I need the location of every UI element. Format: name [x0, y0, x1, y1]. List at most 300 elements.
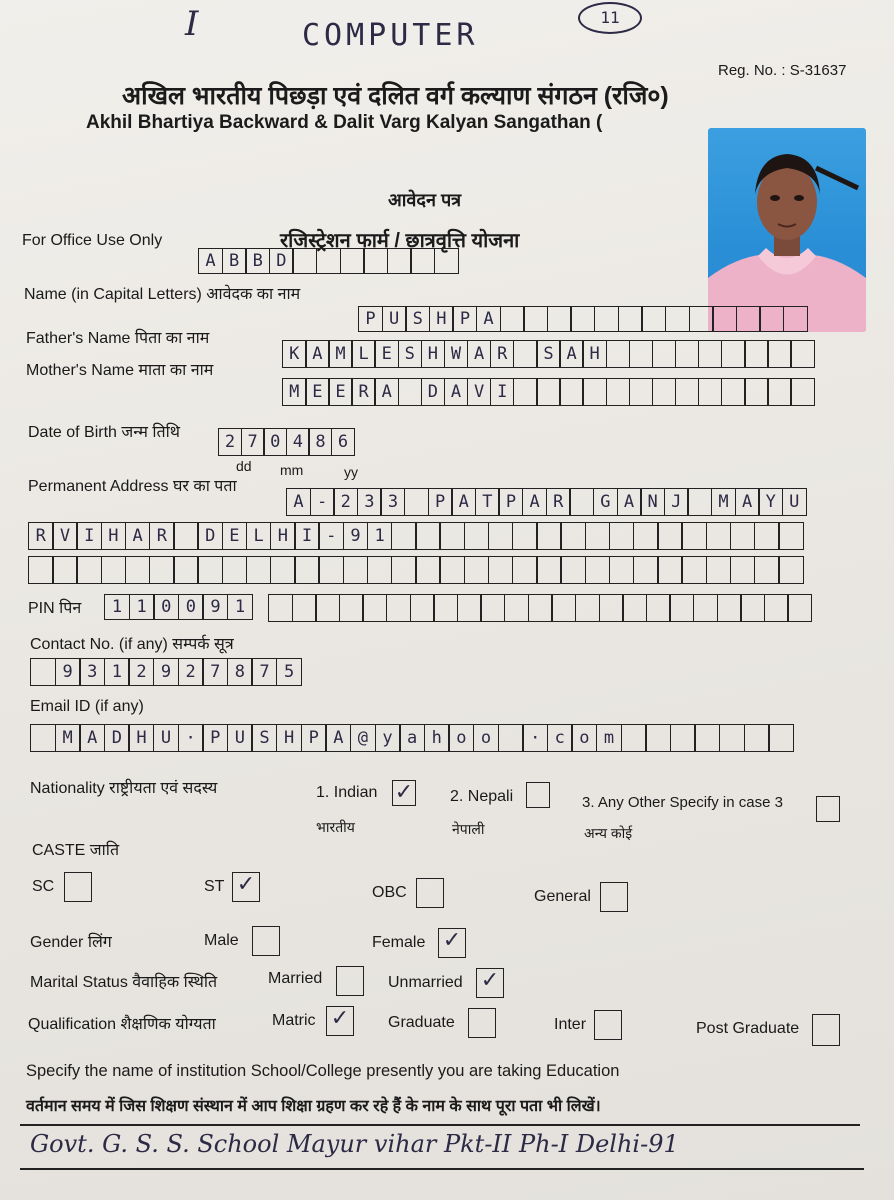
addr2-char-box[interactable] — [415, 522, 441, 550]
addr2-char-box[interactable]: I — [76, 522, 102, 550]
addr3-char-box[interactable] — [609, 556, 635, 584]
addr2-char-box[interactable]: E — [222, 522, 248, 550]
pin-tail-char-box[interactable] — [717, 594, 742, 622]
qualification-graduate-label: Graduate — [388, 1014, 455, 1031]
addr3-char-box[interactable] — [730, 556, 756, 584]
addr3-char-box[interactable] — [270, 556, 296, 584]
org-name-hindi: अखिल भारतीय पिछड़ा एवं दलित वर्ग कल्याण संगठन (रजि०) — [122, 82, 669, 110]
father-char-box[interactable]: L — [351, 340, 376, 368]
addr2-char-box[interactable] — [778, 522, 804, 550]
addr1-char-box[interactable]: M — [711, 488, 736, 516]
pin-tail-char-box[interactable] — [268, 594, 293, 622]
dob-char-box[interactable]: 7 — [241, 428, 265, 456]
mother-char-box[interactable] — [582, 378, 607, 406]
mother-name-boxes[interactable] — [282, 378, 814, 406]
addr3-char-box[interactable] — [754, 556, 780, 584]
email-char-box[interactable] — [768, 724, 794, 752]
dob-mm-hint: mm — [280, 462, 304, 478]
name-char-box[interactable]: P — [452, 306, 477, 332]
office-char-box[interactable] — [340, 248, 365, 274]
pin-tail-char-box[interactable] — [528, 594, 553, 622]
father-char-box[interactable]: K — [282, 340, 307, 368]
father-char-box[interactable] — [790, 340, 815, 368]
office-use-label: For Office Use Only — [22, 232, 163, 249]
addr3-char-box[interactable] — [657, 556, 683, 584]
pin-tail-char-box[interactable] — [339, 594, 364, 622]
addr2-char-box[interactable]: H — [101, 522, 127, 550]
email-char-box[interactable]: o — [571, 724, 597, 752]
addr2-char-box[interactable]: R — [149, 522, 175, 550]
email-char-box[interactable]: A — [325, 724, 351, 752]
name-char-box[interactable] — [665, 306, 690, 332]
email-char-box[interactable]: H — [276, 724, 302, 752]
father-char-box[interactable] — [744, 340, 769, 368]
mother-char-box[interactable] — [675, 378, 700, 406]
addr1-char-box[interactable]: 3 — [380, 488, 405, 516]
addr2-char-box[interactable]: R — [28, 522, 54, 550]
addr1-char-box[interactable]: 2 — [333, 488, 358, 516]
name-char-box[interactable] — [547, 306, 572, 332]
name-label: Name (in Capital Letters) आवेदक का नाम — [24, 286, 301, 303]
email-char-box[interactable]: m — [596, 724, 622, 752]
pin-tail-char-box[interactable] — [480, 594, 505, 622]
email-char-box[interactable] — [645, 724, 671, 752]
name-char-box[interactable] — [570, 306, 595, 332]
addr1-char-box[interactable] — [404, 488, 429, 516]
qualification-inter-label: Inter — [554, 1016, 587, 1033]
pin-tail-char-box[interactable] — [669, 594, 694, 622]
email-char-box[interactable]: U — [153, 724, 179, 752]
nationality-nepali-hindi: नेपाली — [452, 821, 485, 837]
addr3-char-box[interactable] — [778, 556, 804, 584]
name-char-box[interactable]: S — [405, 306, 430, 332]
mother-char-box[interactable] — [559, 378, 584, 406]
mother-char-box[interactable]: M — [282, 378, 307, 406]
dob-char-box[interactable]: 2 — [218, 428, 242, 456]
mother-char-box[interactable] — [652, 378, 677, 406]
addr3-char-box[interactable] — [488, 556, 514, 584]
father-char-box[interactable]: M — [328, 340, 353, 368]
addr3-char-box[interactable] — [560, 556, 586, 584]
pin-char-box[interactable]: 0 — [153, 594, 179, 620]
email-char-box[interactable]: H — [128, 724, 154, 752]
pin-tail-char-box[interactable] — [386, 594, 411, 622]
addr2-char-box[interactable]: V — [52, 522, 78, 550]
addr3-char-box[interactable] — [173, 556, 199, 584]
name-char-box[interactable] — [689, 306, 714, 332]
email-char-box[interactable]: o — [448, 724, 474, 752]
pin-tail-char-box[interactable] — [575, 594, 600, 622]
marital-married-checkbox[interactable] — [336, 966, 364, 996]
name-char-box[interactable]: P — [358, 306, 383, 332]
addr3-char-box[interactable] — [125, 556, 151, 584]
name-char-box[interactable] — [594, 306, 619, 332]
office-char-box[interactable] — [410, 248, 435, 274]
addr2-char-box[interactable] — [391, 522, 417, 550]
corner-mark: I — [185, 4, 199, 44]
name-char-box[interactable]: H — [429, 306, 454, 332]
caste-general-label: General — [534, 888, 591, 905]
addr1-char-box[interactable]: A — [286, 488, 311, 516]
nationality-indian-hindi: भारतीय — [316, 819, 355, 835]
email-char-box[interactable]: U — [227, 724, 253, 752]
nationality-nepali-label: 2. Nepali — [450, 788, 514, 805]
pin-tail-char-box[interactable] — [504, 594, 529, 622]
nationality-nepali-checkbox[interactable] — [526, 782, 550, 808]
mother-char-box[interactable] — [767, 378, 792, 406]
office-use-boxes[interactable] — [198, 248, 458, 274]
name-char-box[interactable] — [783, 306, 808, 332]
name-char-box[interactable] — [736, 306, 761, 332]
email-boxes[interactable] — [30, 724, 793, 752]
father-name-boxes[interactable] — [282, 340, 814, 368]
office-char-box[interactable] — [316, 248, 341, 274]
institution-bottom-rule — [20, 1168, 864, 1170]
dob-char-box[interactable]: 6 — [331, 428, 355, 456]
addr3-char-box[interactable] — [706, 556, 732, 584]
email-char-box[interactable]: o — [473, 724, 499, 752]
pin-tail-char-box[interactable] — [292, 594, 317, 622]
circled-number-text: 11 — [600, 8, 620, 27]
addr1-char-box[interactable]: P — [428, 488, 453, 516]
father-char-box[interactable] — [513, 340, 538, 368]
addr2-char-box[interactable]: D — [197, 522, 223, 550]
father-char-box[interactable]: H — [582, 340, 607, 368]
addr1-char-box[interactable]: G — [593, 488, 618, 516]
pin-tail-char-box[interactable] — [764, 594, 789, 622]
father-char-box[interactable] — [698, 340, 723, 368]
email-char-box[interactable]: · — [522, 724, 548, 752]
contact-char-box[interactable] — [30, 658, 56, 686]
contact-char-box[interactable]: 2 — [178, 658, 204, 686]
name-char-box[interactable] — [618, 306, 643, 332]
pin-tail-char-box[interactable] — [599, 594, 624, 622]
addr3-char-box[interactable] — [197, 556, 223, 584]
email-char-box[interactable]: @ — [350, 724, 376, 752]
email-char-box[interactable]: M — [55, 724, 81, 752]
email-char-box[interactable]: h — [424, 724, 450, 752]
form-subtitle-hindi: रजिस्ट्रेशन फार्म / छात्रवृत्ति योजना — [280, 230, 520, 252]
contact-char-box[interactable]: 9 — [55, 658, 81, 686]
nationality-indian-checkbox[interactable]: ✓ — [392, 780, 416, 806]
father-char-box[interactable] — [629, 340, 654, 368]
addr3-char-box[interactable] — [464, 556, 490, 584]
father-char-box[interactable] — [767, 340, 792, 368]
addr2-char-box[interactable] — [754, 522, 780, 550]
addr3-char-box[interactable] — [149, 556, 175, 584]
addr1-char-box[interactable]: - — [310, 488, 335, 516]
addr2-char-box[interactable] — [560, 522, 586, 550]
mother-char-box[interactable] — [790, 378, 815, 406]
contact-char-box[interactable]: 8 — [227, 658, 253, 686]
dob-char-box[interactable]: 4 — [286, 428, 310, 456]
name-char-box[interactable] — [759, 306, 784, 332]
contact-char-box[interactable]: 7 — [202, 658, 228, 686]
email-char-box[interactable] — [744, 724, 770, 752]
addr2-char-box[interactable] — [730, 522, 756, 550]
email-char-box[interactable] — [498, 724, 524, 752]
addr1-char-box[interactable] — [687, 488, 712, 516]
addr2-char-box[interactable]: 9 — [343, 522, 369, 550]
office-char-box[interactable] — [363, 248, 388, 274]
email-char-box[interactable] — [621, 724, 647, 752]
name-char-box[interactable] — [500, 306, 525, 332]
email-char-box[interactable]: y — [375, 724, 401, 752]
father-char-box[interactable] — [606, 340, 631, 368]
caste-sc-checkbox[interactable] — [64, 872, 92, 902]
pin-char-box[interactable]: 1 — [129, 594, 155, 620]
contact-char-box[interactable]: 9 — [153, 658, 179, 686]
caste-obc-checkbox[interactable] — [416, 878, 444, 908]
addr1-char-box[interactable]: R — [546, 488, 571, 516]
qualification-matric-checkbox[interactable]: ✓ — [326, 1006, 354, 1036]
addr3-char-box[interactable] — [439, 556, 465, 584]
gender-male-label: Male — [204, 932, 239, 949]
pin-boxes[interactable] — [104, 594, 252, 620]
name-char-box[interactable]: A — [476, 306, 501, 332]
contact-boxes[interactable] — [30, 658, 301, 686]
addr3-char-box[interactable] — [633, 556, 659, 584]
contact-char-box[interactable]: 3 — [79, 658, 105, 686]
caste-st-checkbox[interactable]: ✓ — [232, 872, 260, 902]
email-char-box[interactable] — [694, 724, 720, 752]
dob-yy-hint: yy — [344, 464, 358, 480]
qualification-pg-label: Post Graduate — [696, 1020, 800, 1037]
email-char-box[interactable]: · — [178, 724, 204, 752]
addr1-char-box[interactable]: U — [782, 488, 807, 516]
caste-st-label: ST — [204, 878, 225, 895]
addr1-char-box[interactable]: J — [664, 488, 689, 516]
dob-boxes[interactable] — [218, 428, 354, 456]
qualification-inter-checkbox[interactable] — [594, 1010, 622, 1040]
addr2-char-box[interactable]: A — [125, 522, 151, 550]
mother-char-box[interactable] — [698, 378, 723, 406]
addr3-char-box[interactable] — [294, 556, 320, 584]
pin-tail-char-box[interactable] — [646, 594, 671, 622]
applicant-photo — [708, 128, 866, 332]
reg-number: Reg. No. : S-31637 — [718, 62, 847, 79]
dob-char-box[interactable]: 0 — [263, 428, 287, 456]
nationality-other-label: 3. Any Other Specify in case 3 — [582, 794, 783, 811]
pin-tail-char-box[interactable] — [362, 594, 387, 622]
pin-char-box[interactable]: 9 — [202, 594, 228, 620]
addr1-char-box[interactable]: A — [451, 488, 476, 516]
gender-male-checkbox[interactable] — [252, 926, 280, 956]
address-label: Permanent Address घर का पता — [28, 478, 237, 495]
addr2-char-box[interactable] — [585, 522, 611, 550]
contact-char-box[interactable]: 5 — [276, 658, 302, 686]
caste-general-checkbox[interactable] — [600, 882, 628, 912]
mother-char-box[interactable]: E — [328, 378, 353, 406]
addr2-char-box[interactable] — [488, 522, 514, 550]
email-char-box[interactable]: P — [202, 724, 228, 752]
addr2-char-box[interactable]: I — [294, 522, 320, 550]
office-char-box[interactable] — [434, 248, 459, 274]
father-char-box[interactable]: H — [421, 340, 446, 368]
father-char-box[interactable]: A — [559, 340, 584, 368]
nationality-other-checkbox[interactable] — [816, 796, 840, 822]
qualification-pg-checkbox[interactable] — [812, 1014, 840, 1046]
mother-char-box[interactable] — [536, 378, 561, 406]
addr2-char-box[interactable] — [439, 522, 465, 550]
nationality-label: Nationality राष्ट्रीयता एवं सदस्य — [30, 780, 218, 797]
addr2-char-box[interactable] — [464, 522, 490, 550]
marital-married-label: Married — [268, 970, 323, 987]
address-line1-boxes[interactable] — [286, 488, 805, 516]
father-char-box[interactable]: A — [467, 340, 492, 368]
father-char-box[interactable]: E — [374, 340, 399, 368]
email-char-box[interactable] — [30, 724, 56, 752]
contact-char-box[interactable]: 2 — [128, 658, 154, 686]
mother-char-box[interactable] — [513, 378, 538, 406]
gender-female-checkbox[interactable]: ✓ — [438, 928, 466, 958]
pin-tail-char-box[interactable] — [693, 594, 718, 622]
institution-prompt-english: Specify the name of institution School/College presently you are taking Education — [26, 1062, 620, 1080]
office-char-box[interactable] — [387, 248, 412, 274]
email-char-box[interactable] — [670, 724, 696, 752]
addr3-char-box[interactable] — [222, 556, 248, 584]
name-char-box[interactable] — [641, 306, 666, 332]
father-char-box[interactable]: R — [490, 340, 515, 368]
addr2-char-box[interactable] — [609, 522, 635, 550]
pin-tail-char-box[interactable] — [622, 594, 647, 622]
email-char-box[interactable]: D — [104, 724, 130, 752]
name-boxes[interactable] — [358, 306, 807, 332]
email-char-box[interactable]: c — [547, 724, 573, 752]
form-title-hindi: आवेदन पत्र — [388, 190, 462, 210]
father-char-box[interactable] — [721, 340, 746, 368]
addr3-char-box[interactable] — [536, 556, 562, 584]
addr2-char-box[interactable]: L — [246, 522, 272, 550]
mother-char-box[interactable]: I — [490, 378, 515, 406]
mother-char-box[interactable]: V — [467, 378, 492, 406]
qualification-graduate-checkbox[interactable] — [468, 1008, 496, 1038]
email-char-box[interactable]: A — [79, 724, 105, 752]
office-char-box[interactable]: B — [222, 248, 247, 274]
name-char-box[interactable]: U — [382, 306, 407, 332]
pin-tail-char-box[interactable] — [740, 594, 765, 622]
pin-char-box[interactable]: 1 — [104, 594, 130, 620]
addr3-char-box[interactable] — [415, 556, 441, 584]
email-char-box[interactable]: S — [251, 724, 277, 752]
contact-char-box[interactable]: 1 — [104, 658, 130, 686]
father-char-box[interactable]: S — [398, 340, 423, 368]
addr1-char-box[interactable] — [569, 488, 594, 516]
contact-char-box[interactable]: 7 — [251, 658, 277, 686]
addr2-char-box[interactable] — [633, 522, 659, 550]
addr3-char-box[interactable] — [681, 556, 707, 584]
mother-char-box[interactable]: A — [444, 378, 469, 406]
pin-tail-char-box[interactable] — [787, 594, 812, 622]
addr2-char-box[interactable] — [706, 522, 732, 550]
address-line2-boxes[interactable] — [28, 522, 803, 550]
pin-tail-char-box[interactable] — [410, 594, 435, 622]
addr2-char-box[interactable]: H — [270, 522, 296, 550]
addr3-char-box[interactable] — [585, 556, 611, 584]
addr1-char-box[interactable]: A — [617, 488, 642, 516]
pin-tail-char-box[interactable] — [551, 594, 576, 622]
address-line3-boxes[interactable] — [28, 556, 803, 584]
addr3-char-box[interactable] — [52, 556, 78, 584]
mother-char-box[interactable] — [744, 378, 769, 406]
office-char-box[interactable]: D — [269, 248, 294, 274]
office-char-box[interactable] — [292, 248, 317, 274]
addr1-char-box[interactable]: A — [522, 488, 547, 516]
email-char-box[interactable]: a — [399, 724, 425, 752]
father-char-box[interactable]: W — [444, 340, 469, 368]
addr1-char-box[interactable]: Y — [758, 488, 783, 516]
addr3-char-box[interactable] — [76, 556, 102, 584]
addr3-char-box[interactable] — [101, 556, 127, 584]
mother-char-box[interactable]: A — [374, 378, 399, 406]
addr2-char-box[interactable] — [681, 522, 707, 550]
mother-char-box[interactable]: E — [305, 378, 330, 406]
pin-tail-boxes — [268, 594, 811, 622]
mother-char-box[interactable] — [629, 378, 654, 406]
dob-char-box[interactable]: 8 — [308, 428, 332, 456]
office-char-box[interactable]: A — [198, 248, 223, 274]
addr1-char-box[interactable]: T — [475, 488, 500, 516]
addr3-char-box[interactable] — [318, 556, 344, 584]
mother-char-box[interactable] — [398, 378, 423, 406]
org-name-english: Akhil Bhartiya Backward & Dalit Varg Kalyan Sangathan ( — [86, 112, 603, 133]
addr2-char-box[interactable] — [512, 522, 538, 550]
email-char-box[interactable] — [719, 724, 745, 752]
addr1-char-box[interactable]: 3 — [357, 488, 382, 516]
father-char-box[interactable]: A — [305, 340, 330, 368]
addr3-char-box[interactable] — [343, 556, 369, 584]
email-char-box[interactable]: P — [301, 724, 327, 752]
pin-char-box[interactable]: 0 — [178, 594, 204, 620]
mother-name-label: Mother's Name माता का नाम — [26, 362, 214, 379]
addr1-char-box[interactable]: A — [735, 488, 760, 516]
pin-char-box[interactable]: 1 — [227, 594, 253, 620]
addr3-char-box[interactable] — [28, 556, 54, 584]
addr2-char-box[interactable] — [173, 522, 199, 550]
office-char-box[interactable]: B — [245, 248, 270, 274]
father-char-box[interactable] — [652, 340, 677, 368]
addr1-char-box[interactable]: P — [498, 488, 523, 516]
addr2-char-box[interactable]: - — [318, 522, 344, 550]
institution-answer[interactable]: Govt. G. S. S. School Mayur vihar Pkt-II Ph-I Delhi-91 — [30, 1130, 679, 1158]
addr2-char-box[interactable] — [536, 522, 562, 550]
marital-unmarried-checkbox[interactable]: ✓ — [476, 968, 504, 998]
pin-tail-char-box[interactable] — [315, 594, 340, 622]
pin-tail-char-box[interactable] — [433, 594, 458, 622]
addr3-char-box[interactable] — [512, 556, 538, 584]
name-char-box[interactable] — [523, 306, 548, 332]
addr2-char-box[interactable]: 1 — [367, 522, 393, 550]
addr1-char-box[interactable]: N — [640, 488, 665, 516]
dob-label: Date of Birth जन्म तिथि — [28, 424, 180, 441]
addr3-char-box[interactable] — [367, 556, 393, 584]
addr2-char-box[interactable] — [657, 522, 683, 550]
name-char-box[interactable] — [712, 306, 737, 332]
mother-char-box[interactable]: R — [351, 378, 376, 406]
circled-number — [578, 2, 642, 34]
mother-char-box[interactable]: D — [421, 378, 446, 406]
pin-tail-char-box[interactable] — [457, 594, 482, 622]
father-char-box[interactable] — [675, 340, 700, 368]
father-char-box[interactable]: S — [536, 340, 561, 368]
mother-char-box[interactable] — [721, 378, 746, 406]
caste-label: CASTE जाति — [32, 842, 120, 859]
institution-prompt-hindi: वर्तमान समय में जिस शिक्षण संस्थान में आप शिक्षा ग्रहण कर रहे हैं के नाम के साथ पूरा पता भी लिखें। — [26, 1098, 601, 1115]
mother-char-box[interactable] — [606, 378, 631, 406]
caste-obc-label: OBC — [372, 884, 407, 901]
addr3-char-box[interactable] — [246, 556, 272, 584]
addr3-char-box[interactable] — [391, 556, 417, 584]
